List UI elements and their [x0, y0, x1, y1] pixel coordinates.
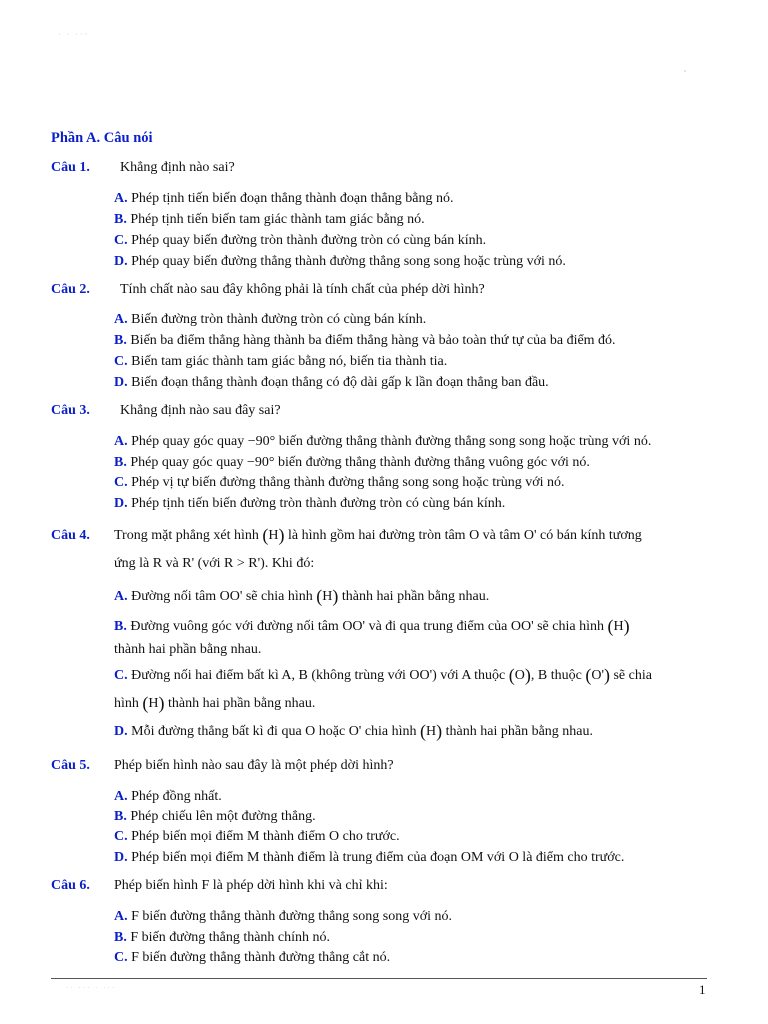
paren-close: )	[603, 665, 610, 685]
option-c	[114, 666, 652, 684]
option-a	[114, 312, 426, 328]
paren-close: )	[278, 525, 285, 545]
figure-label: H	[268, 528, 279, 543]
option-c	[114, 475, 565, 491]
question-text-line1	[114, 526, 642, 544]
option-letter: A.	[114, 589, 128, 604]
option-b	[114, 930, 330, 946]
circle-label: O'	[591, 668, 604, 683]
option-letter: D.	[114, 724, 128, 739]
option-text: hình	[114, 696, 143, 711]
paren-open: (	[316, 586, 323, 606]
question-number: Câu 1.	[51, 160, 90, 175]
option-b-continued: thành hai phần bằng nhau.	[114, 642, 262, 657]
option-a	[114, 587, 489, 605]
option-text: Biến ba điểm thẳng hàng thành ba điểm thẳng hàng và bảo toàn thứ tự của ba điểm đó.	[130, 333, 616, 348]
option-text: F biến đường thẳng thành chính nó.	[130, 930, 331, 945]
page-number: 1	[699, 982, 706, 997]
option-c-continued	[114, 694, 315, 712]
paren-close: )	[158, 693, 165, 713]
question-text: Khẳng định nào sau đây sai?	[120, 403, 281, 418]
option-c	[114, 950, 390, 966]
option-letter: B.	[114, 809, 127, 824]
option-text: Đường nối tâm OO' sẽ chia hình	[131, 589, 317, 604]
option-b	[114, 617, 630, 635]
option-text: Đường nối hai điểm bất kì A, B (không trùng với OO') với A thuộc	[131, 668, 509, 683]
paren-open: (	[420, 721, 427, 741]
figure-label: H	[613, 619, 624, 634]
figure-label: H	[148, 696, 159, 711]
paren-open: (	[585, 665, 592, 685]
question-text-line2: ứng là R và R' (với R > R'). Khi đó:	[114, 556, 315, 571]
paren-open: (	[262, 525, 269, 545]
option-text: Biến tam giác thành tam giác bằng nó, biến tia thành tia.	[131, 354, 448, 369]
paren-open: (	[142, 693, 149, 713]
option-text: Mỗi đường thẳng bất kì đi qua O hoặc O' chia hình	[131, 724, 421, 739]
footer-mark: ·· ··· · ···	[66, 984, 117, 992]
question-number: Câu 3.	[51, 403, 90, 418]
figure-label: H	[426, 724, 437, 739]
option-text: Phép tịnh tiến biến đoạn thẳng thành đoạn thẳng bằng nó.	[131, 191, 454, 206]
option-text: thành hai phần bằng nhau.	[442, 724, 594, 739]
option-letter: C.	[114, 950, 128, 965]
option-d	[114, 254, 566, 270]
option-text: Phép tịnh tiến biến tam giác thành tam giác bằng nó.	[130, 212, 425, 227]
option-letter: C.	[114, 668, 128, 683]
question-text: là hình gồm hai đường tròn tâm O và tâm O' có bán kính tương	[284, 528, 642, 543]
option-a	[114, 909, 452, 925]
question-number: Câu 5.	[51, 758, 90, 773]
option-text: Phép biến mọi điểm M thành điểm là trung điểm của đoạn OM với O là điểm cho trước.	[131, 850, 625, 865]
option-b	[114, 333, 616, 349]
option-letter: D.	[114, 254, 128, 269]
option-letter: C.	[114, 233, 128, 248]
circle-label: O	[514, 668, 525, 683]
option-text: , B thuộc	[530, 668, 586, 683]
option-b	[114, 455, 590, 471]
option-text: Phép chiếu lên một đường thẳng.	[130, 809, 316, 824]
option-text: F biến đường thẳng thành đường thẳng song song với nó.	[131, 909, 452, 924]
paren-close: )	[524, 665, 531, 685]
option-b	[114, 809, 316, 825]
question-text: Trong mặt phẳng xét hình	[114, 528, 263, 543]
option-letter: B.	[114, 619, 127, 634]
option-text: Phép tịnh tiến biến đường tròn thành đường tròn có cùng bán kính.	[131, 496, 506, 511]
option-d	[114, 722, 593, 740]
option-d	[114, 496, 505, 512]
option-text: thành hai phần bằng nhau.	[338, 589, 490, 604]
question-number: Câu 6.	[51, 878, 90, 893]
option-letter: C.	[114, 354, 128, 369]
paren-close: )	[332, 586, 339, 606]
footer-divider	[51, 978, 707, 979]
option-b	[114, 212, 425, 228]
question-text: Phép biến hình F là phép dời hình khi và chỉ khi:	[114, 878, 388, 893]
option-letter: C.	[114, 829, 128, 844]
question-text: Phép biến hình nào sau đây là một phép dời hình?	[114, 758, 394, 773]
option-letter: B.	[114, 930, 127, 945]
question-text: Khẳng định nào sai?	[120, 160, 235, 175]
option-letter: C.	[114, 475, 128, 490]
option-letter: B.	[114, 212, 127, 227]
option-text: Phép quay biến đường tròn thành đường tròn có cùng bán kính.	[131, 233, 487, 248]
option-letter: A.	[114, 191, 128, 206]
paren-close: )	[623, 616, 630, 636]
option-letter: A.	[114, 909, 128, 924]
option-a	[114, 434, 651, 450]
question-number: Câu 2.	[51, 282, 90, 297]
option-letter: B.	[114, 333, 127, 348]
option-c	[114, 233, 486, 249]
option-text: Đường vuông góc với đường nối tâm OO' và đi qua trung điểm của OO' sẽ chia hình	[130, 619, 608, 634]
option-text: sẽ chia	[609, 668, 652, 683]
option-c	[114, 829, 400, 845]
option-text: Biến đường tròn thành đường tròn có cùng bán kính.	[131, 312, 427, 327]
option-text: Phép vị tự biến đường thẳng thành đường thẳng song song hoặc trùng với nó.	[131, 475, 565, 490]
option-text: Phép quay góc quay −90° biến đường thẳng thành đường thẳng song song hoặc trùng với nó.	[131, 434, 652, 449]
option-d	[114, 375, 549, 391]
option-d	[114, 850, 624, 866]
option-letter: A.	[114, 789, 128, 804]
header-mark: · · ···	[58, 30, 90, 39]
option-letter: D.	[114, 375, 128, 390]
question-number: Câu 4.	[51, 528, 90, 543]
option-text: Phép đồng nhất.	[131, 789, 222, 804]
paren-open: (	[607, 616, 614, 636]
option-text: thành hai phần bằng nhau.	[164, 696, 316, 711]
option-letter: D.	[114, 496, 128, 511]
option-text: Biến đoạn thẳng thành đoạn thẳng có độ dài gấp k lần đoạn thẳng ban đầu.	[131, 375, 549, 390]
option-letter: B.	[114, 455, 127, 470]
option-text: F biến đường thẳng thành đường thẳng cắt nó.	[131, 950, 391, 965]
paren-open: (	[508, 665, 515, 685]
header-dot	[684, 70, 686, 72]
option-text: Phép quay góc quay −90° biến đường thẳng thành đường thẳng vuông góc với nó.	[130, 455, 590, 470]
question-text: Tính chất nào sau đây không phải là tính chất của phép dời hình?	[120, 282, 485, 297]
option-text: Phép biến mọi điểm M thành điểm O cho trước.	[131, 829, 400, 844]
option-letter: D.	[114, 850, 128, 865]
option-c	[114, 354, 447, 370]
figure-label: H	[322, 589, 333, 604]
paren-close: )	[436, 721, 443, 741]
option-a	[114, 191, 453, 207]
option-letter: A.	[114, 434, 128, 449]
option-text: Phép quay biến đường thẳng thành đường thẳng song song hoặc trùng với nó.	[131, 254, 566, 269]
section-title: Phần A. Câu nói	[51, 130, 153, 146]
option-a	[114, 789, 222, 805]
option-letter: A.	[114, 312, 128, 327]
